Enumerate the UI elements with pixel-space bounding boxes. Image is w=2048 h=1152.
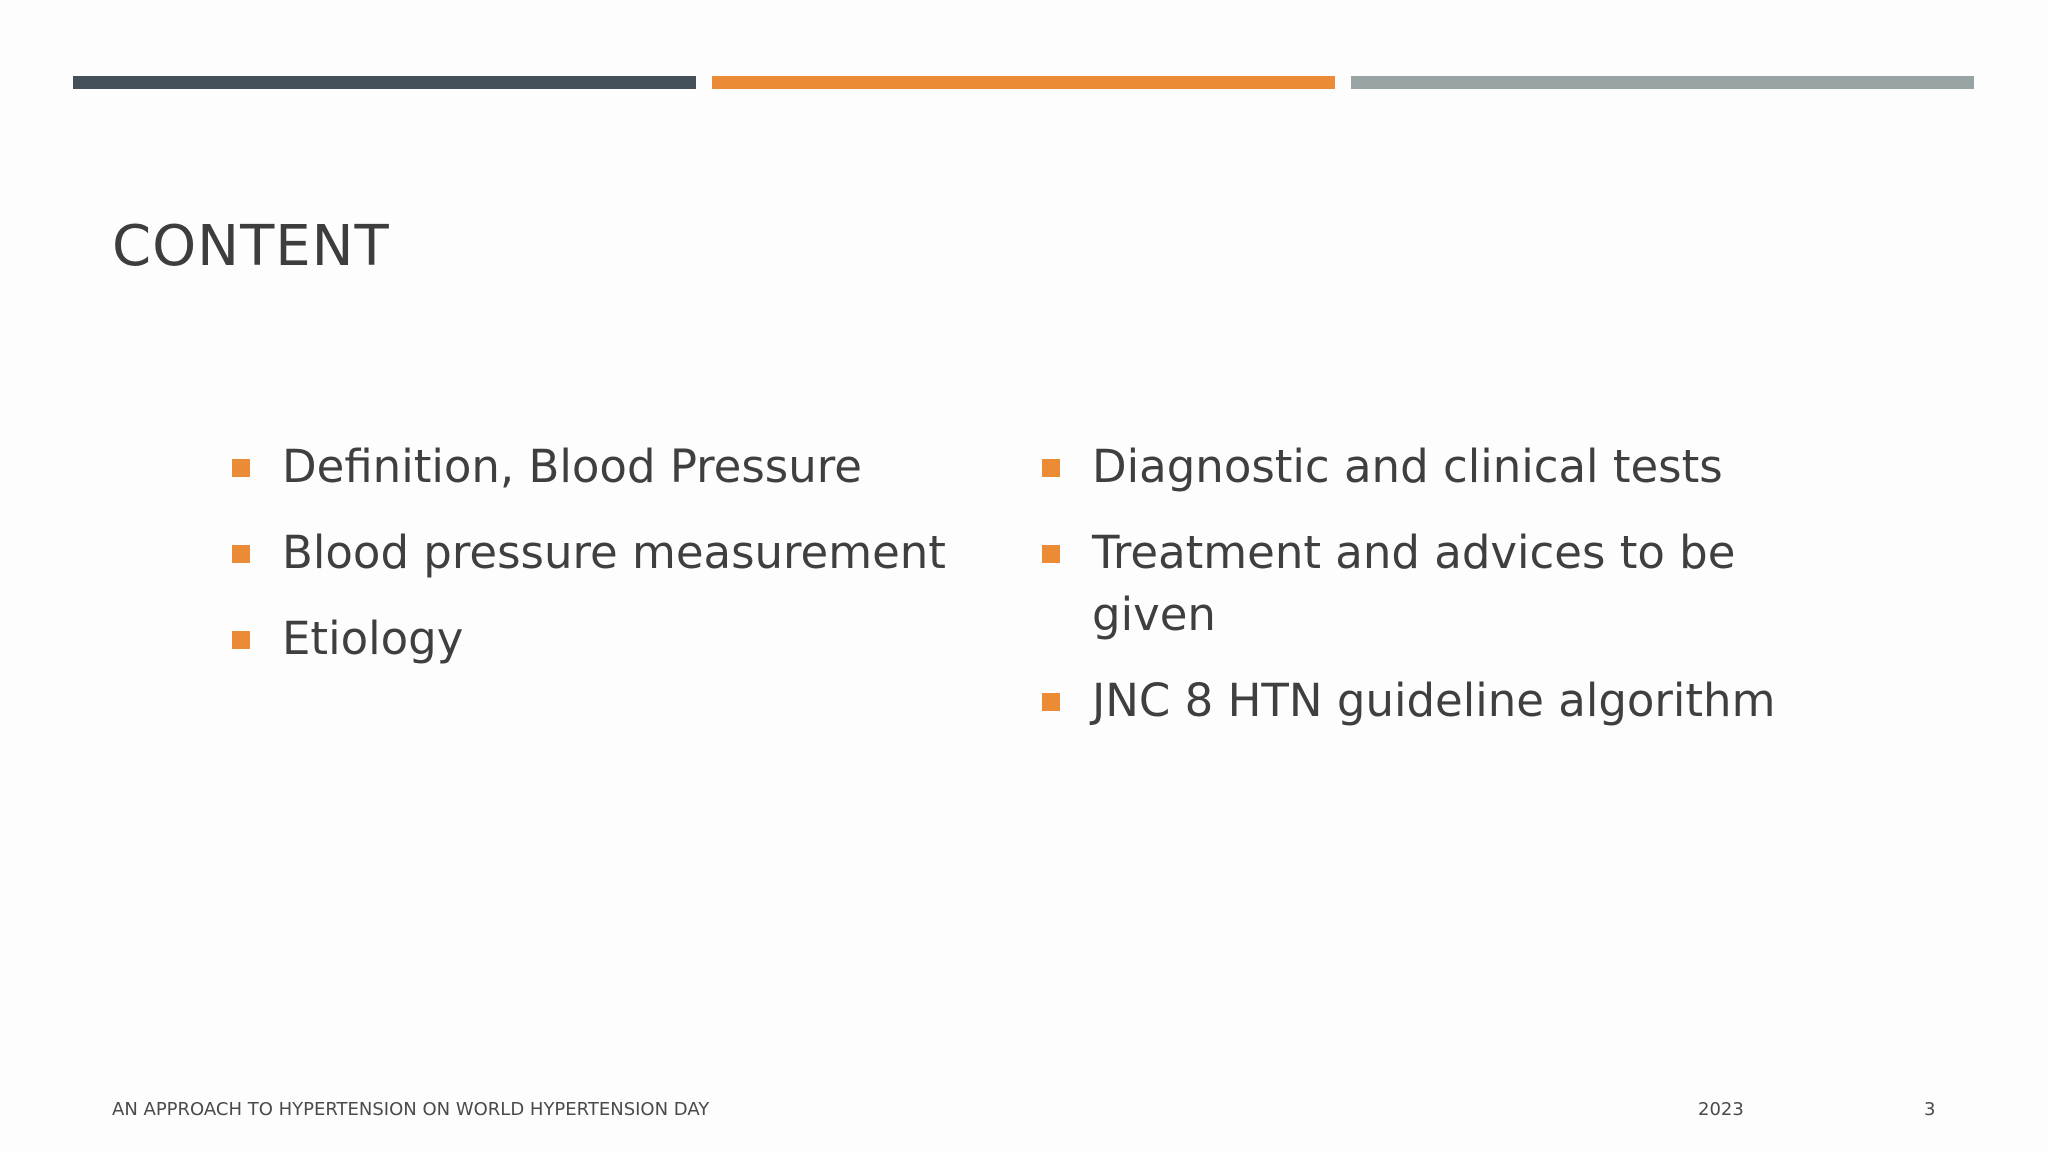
list-item-text: JNC 8 HTN guideline algorithm: [1092, 674, 1776, 727]
bullet-list-left: [230, 436, 1010, 694]
list-item-text: Etiology: [282, 612, 464, 665]
square-bullet-icon: [232, 459, 250, 477]
bullet-list-right: [1040, 436, 1840, 756]
accent-bar-gray: [1351, 76, 1974, 89]
list-item: [230, 436, 1010, 498]
list-item: [230, 522, 1010, 584]
square-bullet-icon: [1042, 693, 1060, 711]
list-item-text: Blood pressure measurement: [282, 526, 946, 579]
list-item-text: Diagnostic and clinical tests: [1092, 440, 1723, 493]
square-bullet-icon: [1042, 545, 1060, 563]
footer-date: 2023: [1698, 1099, 1744, 1120]
square-bullet-icon: [232, 631, 250, 649]
square-bullet-icon: [1042, 459, 1060, 477]
list-item: [1040, 522, 1840, 646]
list-item-text: Definition, Blood Pressure: [282, 440, 862, 493]
slide-title: CONTENT: [112, 214, 390, 279]
square-bullet-icon: [232, 545, 250, 563]
list-item: [1040, 436, 1840, 498]
page-number: 3: [1924, 1099, 1936, 1120]
accent-bar-dark: [73, 76, 696, 89]
footer-title: AN APPROACH TO HYPERTENSION ON WORLD HYPERTENSION DAY: [112, 1099, 710, 1120]
accent-bar-orange: [712, 76, 1335, 89]
list-item: [230, 608, 1010, 670]
list-item-text: Treatment and advices to be given: [1092, 526, 1736, 641]
list-item: [1040, 670, 1840, 732]
